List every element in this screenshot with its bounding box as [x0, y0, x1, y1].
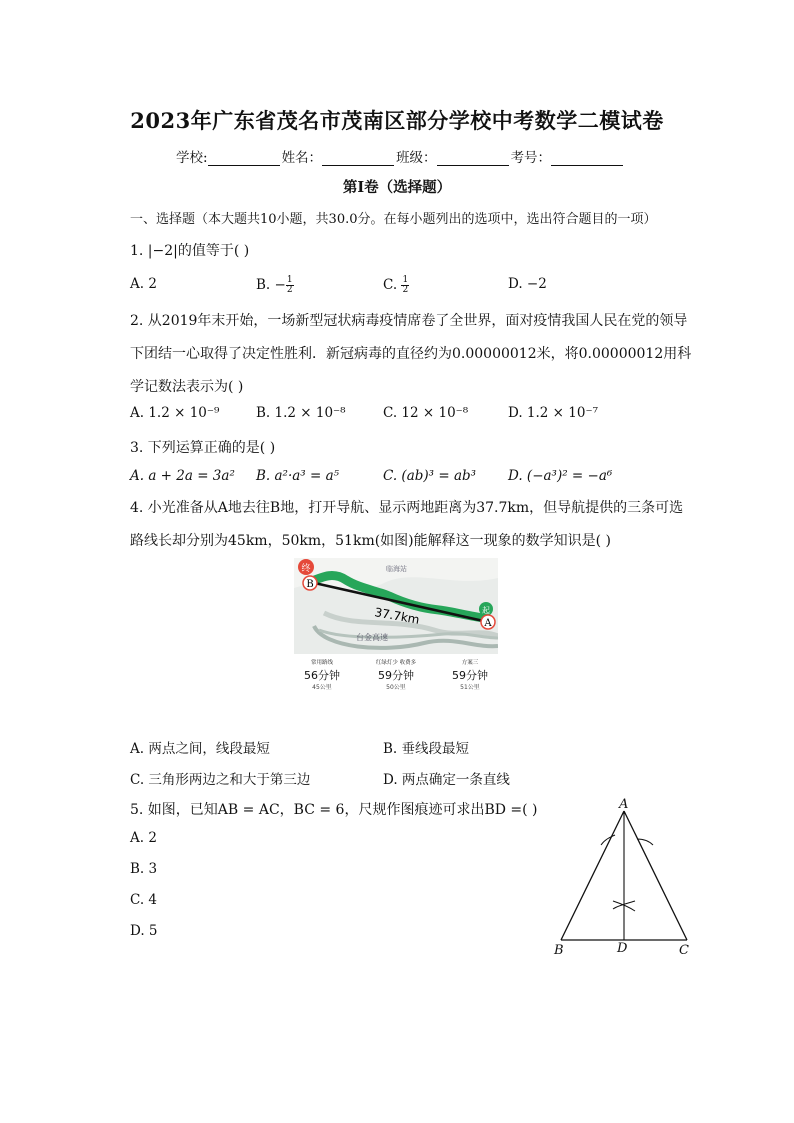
question-2-option-c: C. 12 × 10⁻⁸ — [383, 405, 469, 421]
triangle-svg — [549, 797, 699, 959]
question-3-option-b: B. a²·a³ = a⁵ — [256, 468, 340, 484]
end-badge: 终 — [301, 564, 311, 574]
page-title: 2023年广东省茂名市茂南区部分学校中考数学二模试卷 — [130, 108, 664, 133]
route-1-time: 56分钟 — [304, 669, 340, 682]
name-blank — [322, 151, 394, 166]
part-title: 第Ⅰ卷（选择题） — [342, 179, 452, 196]
route-3-time: 59分钟 — [452, 669, 488, 682]
route-2-label: 红绿灯少 收费多 — [375, 660, 417, 666]
route-2-time: 59分钟 — [378, 669, 414, 682]
point-a-label: A — [484, 618, 492, 629]
triangle-figure — [549, 797, 699, 959]
fraction-numerator: 1 — [402, 275, 409, 285]
question-4-option-c: C. 三角形两边之和大于第三边 — [130, 772, 311, 788]
question-1-option-b-text: B. − — [256, 277, 286, 293]
fraction — [286, 276, 294, 295]
question-5-stem: 5. 如图，已知AB = AC，BC = 6，尺规作图痕迹可求出BD =( ) — [130, 802, 538, 818]
question-1-option-b — [256, 276, 294, 295]
name-label: 姓名： — [281, 150, 323, 166]
route-1-length: 45公里 — [312, 684, 332, 691]
question-4-option-a: A. 两点之间，线段最短 — [130, 741, 270, 757]
question-3-option-a: A. a + 2a = 3a² — [130, 468, 235, 484]
road-label: 台金高速 — [356, 633, 388, 642]
route-3-label: 方案三 — [461, 660, 479, 666]
vertex-b-label: B — [554, 943, 564, 958]
question-4-option-d: D. 两点确定一条直线 — [383, 772, 510, 788]
question-5-option-b: B. 3 — [130, 861, 158, 877]
fraction-denominator: 2 — [402, 285, 409, 295]
point-d-label: D — [617, 941, 628, 956]
question-2-option-a: A. 1.2 × 10⁻⁹ — [130, 405, 220, 421]
question-3-option-c: C. (ab)³ = ab³ — [383, 468, 477, 484]
student-info-line — [176, 146, 656, 166]
class-blank — [437, 151, 509, 166]
question-2-option-d: D. 1.2 × 10⁻⁷ — [508, 405, 599, 421]
fraction-denominator: 2 — [286, 285, 293, 295]
route-3-length: 51公里 — [460, 684, 480, 691]
question-2-stem: 2. 从2019年末开始，一场新型冠状病毒疫情席卷了全世界，面对疫情我国人民在党的领导下团结一心取得了决定性胜利．新冠病毒的直径约为0.00000012米，将0.00000012用科学记数法表示为( ) — [130, 313, 692, 395]
route-1-label: 常用路线 — [310, 660, 334, 666]
exam-no-label: 考号： — [510, 150, 552, 166]
question-3-stem: 3. 下列运算正确的是( ) — [130, 440, 276, 456]
question-5-option-a: A. 2 — [130, 830, 157, 846]
class-label: 班级： — [396, 150, 437, 166]
start-badge: 起 — [482, 606, 490, 615]
question-5-option-c: C. 4 — [130, 892, 158, 908]
route-2-length: 50公里 — [386, 684, 406, 691]
question-1-stem: 1. |−2|的值等于( ) — [130, 243, 250, 259]
distance-label: 37.7km — [373, 605, 421, 627]
navigation-map-figure — [294, 558, 498, 698]
question-1-option-c — [383, 276, 409, 295]
fraction-numerator: 1 — [286, 275, 293, 285]
side-ab — [561, 811, 624, 940]
point-b-label: B — [306, 579, 314, 590]
question-1-option-d: D. −2 — [508, 276, 547, 292]
school-label: 学校: — [176, 150, 208, 166]
section-title: 一、选择题（本大题共10小题，共30.0分。在每小题列出的选项中，选出符合题目的一项） — [130, 212, 657, 227]
question-4-stem: 4. 小光准备从A地去往B地，打开导航、显示两地距离为37.7km，但导航提供的三条可选路线长却分别为45km，50km，51km(如图)能解释这一现象的数学知识是( ) — [130, 500, 684, 549]
question-1-option-c-text: C. — [383, 277, 402, 293]
vertex-c-label: C — [679, 943, 689, 958]
fraction — [401, 276, 409, 295]
school-blank — [208, 151, 280, 166]
map-svg — [294, 558, 498, 698]
side-ac — [624, 811, 687, 940]
exam-no-blank — [551, 151, 623, 166]
vertex-a-label: A — [619, 797, 629, 812]
question-5-option-d: D. 5 — [130, 923, 158, 939]
place-label: 临海站 — [386, 565, 407, 573]
question-4-option-b: B. 垂线段最短 — [383, 741, 470, 757]
question-2-option-b: B. 1.2 × 10⁻⁸ — [256, 405, 346, 421]
question-1-option-a: A. 2 — [130, 276, 157, 292]
question-3-option-d: D. (−a³)² = −a⁶ — [508, 468, 613, 484]
